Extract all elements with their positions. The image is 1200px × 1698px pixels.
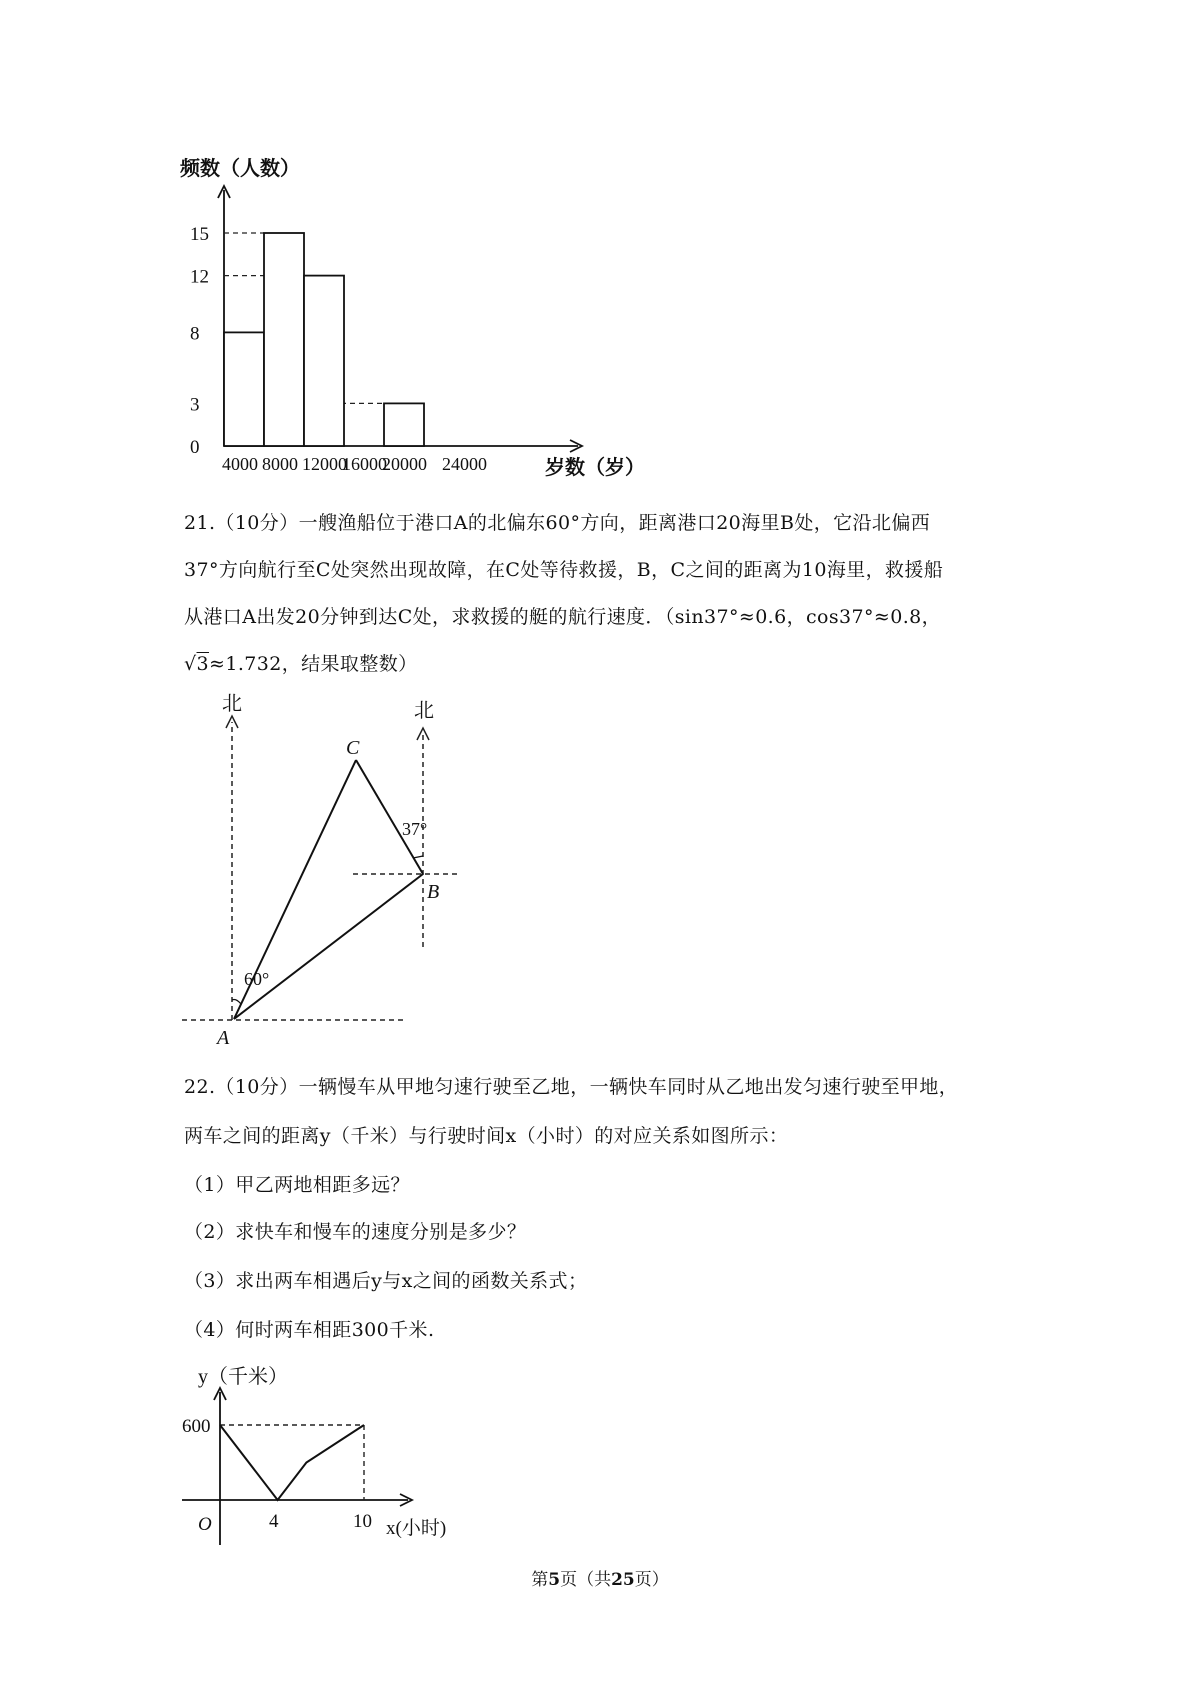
hist-y-tick-label: 3: [190, 394, 200, 416]
q22-sub-3: （3）求出两车相遇后y与x之间的函数关系式；: [184, 1270, 588, 1292]
footer-page-number: 5: [548, 1570, 561, 1590]
sqrt-symbol: √3: [184, 653, 210, 675]
q22-x-tick-10: 10: [353, 1511, 372, 1532]
hist-y-tick-label: 8: [190, 323, 200, 345]
q22-sub-1: （1）甲乙两地相距多远？: [184, 1174, 410, 1196]
q22-polyline-layer: [220, 1425, 364, 1500]
histogram-ylabel: 频数（人数）: [180, 158, 300, 180]
histogram-xlabel: 岁数（岁）: [545, 457, 645, 479]
footer-suffix: 页）: [634, 1570, 669, 1590]
hist-x-tick-label: 16000: [342, 454, 387, 474]
label-C: C: [346, 737, 360, 759]
q22-y-label: y（千米）: [198, 1366, 288, 1388]
label-B: B: [427, 881, 440, 903]
hist-y-tick-label: 15: [190, 224, 209, 245]
q22-y-tick-600: 600: [182, 1416, 211, 1437]
label-A: A: [217, 1027, 230, 1049]
hist-x-tick-label: 12000: [302, 454, 347, 474]
north-label-left: 北: [222, 693, 242, 715]
hist-x-tick-label: 4000: [222, 454, 258, 474]
q22-line-1: 22.（10分）一辆慢车从甲地匀速行驶至乙地，一辆快车同时从乙地出发匀速行驶至甲地，: [184, 1076, 959, 1098]
angle-label-37: 37°: [402, 819, 428, 839]
q22-origin-label: O: [198, 1514, 212, 1535]
hist-x-tick-label: 8000: [262, 454, 298, 474]
q22-x-tick-4: 4: [269, 1511, 279, 1532]
q22-sub-2: （2）求快车和慢车的速度分别是多少？: [184, 1221, 527, 1243]
hist-y-tick-label: 0: [190, 437, 200, 458]
q22-distance-polyline: [220, 1425, 364, 1500]
hist-y-tick-label: 12: [190, 266, 209, 288]
footer-prefix: 第: [531, 1570, 549, 1590]
q22-line-2: 两车之间的距离y（千米）与行驶时间x（小时）的对应关系如图所示：: [184, 1125, 789, 1147]
q22-sub-4: （4）何时两车相距300千米.: [184, 1319, 435, 1341]
q22-x-label: x(小时): [386, 1518, 447, 1539]
footer-mid: 页（共: [560, 1570, 612, 1590]
angle-label-60: 60°: [244, 969, 270, 989]
page-footer: [0, 1565, 1200, 1590]
footer-total-pages: 25: [611, 1570, 635, 1590]
hist-x-tick-label: 24000: [442, 454, 487, 474]
north-label-right: 北: [414, 700, 434, 722]
q21-line-2: 37°方向航行至C处突然出现故障，在C处等待救援，B，C之间的距离为10海里，救援船: [184, 559, 944, 581]
q21-line-4-text: ≈1.732，结果取整数）: [209, 653, 418, 675]
sqrt-radicand: 3: [196, 653, 210, 675]
q21-line-1: 21.（10分）一艘渔船位于港口A的北偏东60°方向，距离港口20海里B处，它沿北偏西: [184, 512, 931, 534]
hist-x-tick-label: 20000: [382, 454, 427, 474]
q21-line-3: 从港口A出发20分钟到达C处，求救援的艇的航行速度．（sin37°≈0.6，cos37°≈0.8，: [184, 606, 942, 628]
